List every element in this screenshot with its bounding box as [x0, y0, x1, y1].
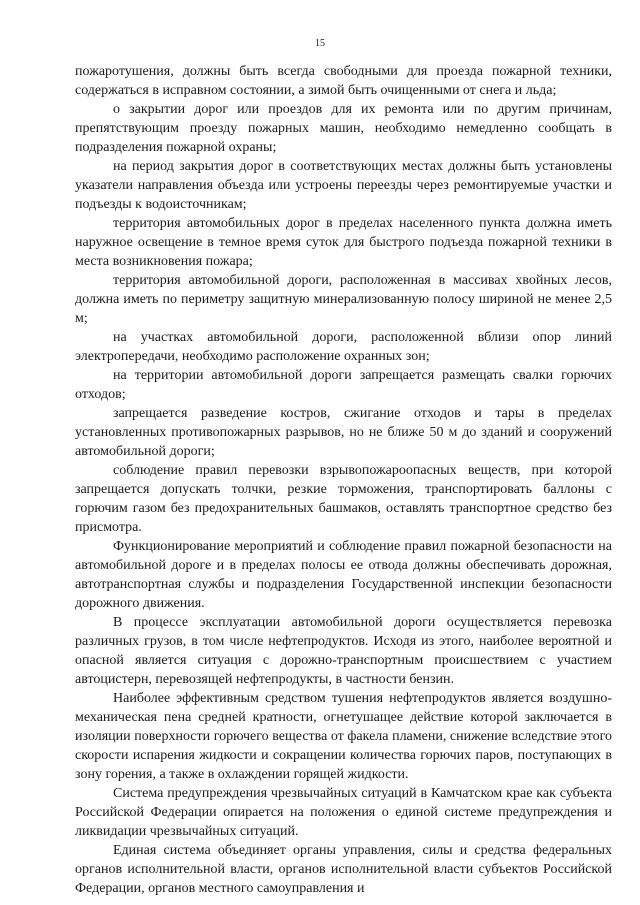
paragraph: территория автомобильных дорог в пределах населенного пункта должна иметь наружное освещение в темное время суток для быстрого подъезда пожарной техники в места возникновения пожара; — [75, 216, 612, 269]
page-number: 15 — [315, 38, 325, 49]
paragraph: Единая система объединяет органы управления, силы и средства федеральных органов исполнительной власти, органов исполнительной власти субъектов Российской Федерации, органов местного самоуправления и — [75, 843, 612, 896]
paragraph: территория автомобильной дороги, расположенная в массивах хвойных лесов, должна иметь по периметру защитную минерализованную полосу шириной не менее 2,5 м; — [75, 273, 612, 326]
paragraph: о закрытии дорог или проездов для их ремонта или по другим причинам, препятствующим проезду пожарных машин, необходимо немедленно сообщать в подразделения пожарной охраны; — [75, 102, 612, 155]
paragraph: на участках автомобильной дороги, расположенной вблизи опор линий электропередачи, необходимо расположение охранных зон; — [75, 330, 612, 364]
paragraph: Система предупреждения чрезвычайных ситуаций в Камчатском крае как субъекта Российской Федерации опирается на положения о единой системе предупреждения и ликвидации чрезвычайных ситуаций. — [75, 786, 612, 839]
paragraph: Наиболее эффективным средством тушения нефтепродуктов является воздушно-механическая пена средней кратности, огнетушащее действие которой заключается в изоляции поверхности горючего вещества от факела пламени, снижение вследствие этого скорости испарения жидкости и сокращении количества горючих паров, поступающих в зону горения, а также в охлаждении горящей жидкости. — [75, 691, 612, 782]
paragraph: на период закрытия дорог в соответствующих местах должны быть установлены указатели направления объезда или устроены переезды через ремонтируемые участки и подъезды к водоисточникам; — [75, 159, 612, 212]
paragraph: соблюдение правил перевозки взрывопожароопасных веществ, при которой запрещается допускать толчки, резкие торможения, транспортировать баллоны с горючим газом без предохранительных башмаков, оставлять транспортное средство без присмотра. — [75, 463, 612, 535]
paragraph: В процессе эксплуатации автомобильной дороги осуществляется перевозка различных грузов, в том числе нефтепродуктов. Исходя из этого, наиболее вероятной и опасной является ситуация с дорожно-транспортным происшествием с участием автоцистерн, перевозящей нефтепродукты, в частности бензин. — [75, 615, 612, 687]
paragraph: на территории автомобильной дороги запрещается размещать свалки горючих отходов; — [75, 368, 612, 402]
document-body — [75, 62, 612, 898]
paragraph: запрещается разведение костров, сжигание отходов и тары в пределах установленных противопожарных разрывов, но не ближе 50 м до зданий и сооружений автомобильной дороги; — [75, 406, 612, 459]
paragraph: пожаротушения, должны быть всегда свободными для проезда пожарной техники, содержаться в исправном состоянии, а зимой быть очищенными от снега и льда; — [75, 64, 612, 98]
paragraph: Функционирование мероприятий и соблюдение правил пожарной безопасности на автомобильной дороге и в пределах полосы ее отвода должны обеспечивать дорожная, автотранспортная службы и подразделения Государственной инспекции безопасности дорожного движения. — [75, 539, 612, 611]
